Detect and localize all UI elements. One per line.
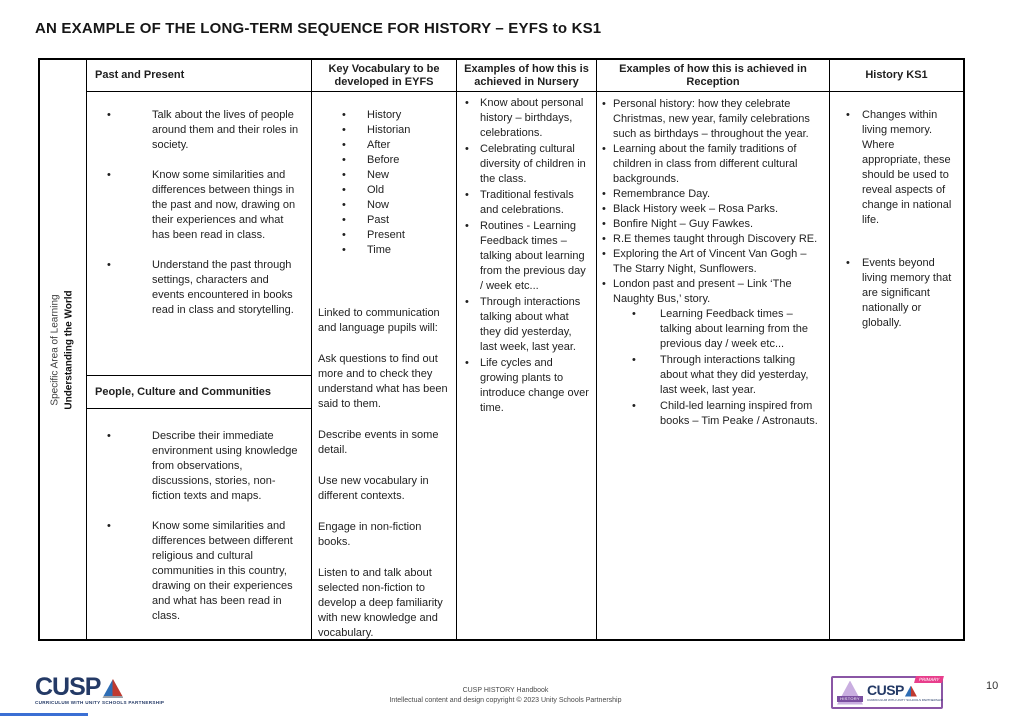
nursery-bullet: • Celebrating cultural diversity of children in the class. <box>461 142 591 187</box>
reception-bullet: • Remembrance Day. <box>602 187 823 202</box>
vocab-paragraph: Listen to and talk about selected non-fiction to develop a deep familiarity with new knowledge and vocabulary. <box>318 567 443 639</box>
badge-tagline: CURRICULUM WITH UNITY SCHOOLS PARTNERSHIP <box>867 697 943 702</box>
reception-sub-bullet: • Child-led learning inspired from books – Tim Peake / Astronauts. <box>602 399 823 429</box>
history-primary-badge <box>831 676 943 709</box>
badge-primary-ribbon: PRIMARY <box>914 676 944 683</box>
reception-bullet: • Exploring the Art of Vincent Van Gogh – The Starry Night, Sunflowers. <box>602 247 823 277</box>
vocab-word: • Now <box>318 198 448 213</box>
header-past-present: Past and Present <box>87 60 312 92</box>
vocab-paragraph: Ask questions to find out more and to check they understand what has been said to them. <box>318 353 448 410</box>
vocab-word: • Historian <box>318 123 448 138</box>
side-label-cell <box>40 60 87 639</box>
vocab-word: • Present <box>318 228 448 243</box>
past-present-content <box>87 92 311 375</box>
past-present-bullet: • Know some similarities and differences between things in the past and now, drawing on their experiences and what has been read in class. <box>95 168 301 243</box>
vocab-cell <box>312 92 457 639</box>
badge-triangle-icon <box>905 686 917 697</box>
vocab-word: • After <box>318 138 448 153</box>
side-label-world: Understanding the World <box>64 289 76 410</box>
past-present-cell <box>87 92 312 639</box>
pcc-subheader: People, Culture and Communities <box>87 375 311 409</box>
cusp-brand-text: CUSP <box>35 673 101 701</box>
nursery-bullet: • Routines - Learning Feedback times – talking about learning from the previous day / week etc... <box>461 219 591 294</box>
pcc-bullet: • Describe their immediate environment using knowledge from observations, discussions, stories, non-fiction texts and maps. <box>95 429 301 504</box>
pcc-content <box>87 409 311 639</box>
nursery-bullet: • Know about personal history – birthdays, celebrations. <box>461 96 591 141</box>
reception-bullet: • Learning about the family traditions of children in class from different cultural backgrounds. <box>602 142 823 187</box>
past-present-list <box>95 108 301 318</box>
pcc-list <box>95 429 301 624</box>
vocab-word: • Old <box>318 183 448 198</box>
reception-bullet: • London past and present – Link ‘The Naughty Bus,’ story. <box>602 277 823 307</box>
badge-subject-label: HISTORY <box>837 696 863 702</box>
past-present-bullet: • Understand the past through settings, characters and events encountered in books read in class and storytelling. <box>95 258 301 318</box>
vocab-word-list <box>318 108 448 258</box>
reception-bullet: • R.E themes taught through Discovery RE. <box>602 232 823 247</box>
nursery-bullet: • Through interactions talking about what they did yesterday, last week, last year. <box>461 295 591 355</box>
header-reception: Examples of how this is achieved in Reception <box>597 60 830 92</box>
nursery-list <box>461 96 591 416</box>
reception-cell <box>597 92 830 639</box>
reception-sub-bullet: • Through interactions talking about what they did yesterday, last week, last year. <box>602 353 823 398</box>
vocab-paragraphs <box>318 306 448 639</box>
nursery-cell <box>457 92 597 639</box>
reception-list <box>602 97 823 307</box>
vocab-word: • Time <box>318 243 448 258</box>
vocab-paragraph: Use new vocabulary in different contexts. <box>318 475 429 502</box>
reception-bullet: • Personal history: how they celebrate Christmas, new year, family celebrations such as birthdays – throughout the year. <box>602 97 823 142</box>
footer-handbook-line: CUSP HISTORY Handbook <box>462 687 549 694</box>
ks1-cell <box>830 92 963 639</box>
ks1-bullet: • Changes within living memory. Where appropriate, these should be used to reveal aspects of change in national life. <box>836 108 955 228</box>
past-present-bullet: • Talk about the lives of people around them and their roles in society. <box>95 108 301 153</box>
vocab-word: • Before <box>318 153 448 168</box>
side-label-area: Specific Area of Learning <box>50 293 62 406</box>
cusp-tagline: CURRICULUM WITH UNITY SCHOOLS PARTNERSHIP <box>35 700 165 705</box>
badge-history-triangle-icon <box>837 681 863 705</box>
vocab-word: • New <box>318 168 448 183</box>
header-ks1: History KS1 <box>830 60 963 92</box>
reception-sub-list <box>602 307 823 429</box>
reception-sub-bullet: • Learning Feedback times – talking about learning from the previous day / week etc... <box>602 307 823 352</box>
ks1-list <box>836 108 955 331</box>
badge-brand-text: CUSP <box>867 681 904 698</box>
long-term-sequence-table <box>38 58 965 641</box>
footer-copyright-line: Intellectual content and design copyright © 2023 Unity Schools Partnership <box>389 697 622 704</box>
vocab-paragraph: Describe events in some detail. <box>318 429 439 456</box>
vocab-paragraph: Engage in non-fiction books. <box>318 521 422 548</box>
pcc-bullet: • Know some similarities and differences between different religious and cultural communities in this country, drawing on their experiences and what has been read in class. <box>95 519 301 624</box>
vocab-word: • Past <box>318 213 448 228</box>
side-label <box>49 290 77 409</box>
header-nursery: Examples of how this is achieved in Nursery <box>457 60 597 92</box>
reception-bullet: • Bonfire Night – Guy Fawkes. <box>602 217 823 232</box>
nursery-bullet: • Life cycles and growing plants to introduce change over time. <box>461 356 591 416</box>
ks1-bullet: • Events beyond living memory that are significant nationally or globally. <box>836 256 955 331</box>
nursery-bullet: • Traditional festivals and celebrations. <box>461 188 591 218</box>
vocab-word: • History <box>318 108 448 123</box>
page-number: 10 <box>986 680 999 692</box>
page-title: AN EXAMPLE OF THE LONG-TERM SEQUENCE FOR HISTORY – EYFS to KS1 <box>35 20 602 37</box>
header-vocab: Key Vocabulary to be developed in EYFS <box>312 60 457 92</box>
vocab-paragraph: Linked to communication and language pupils will: <box>318 307 440 334</box>
reception-bullet: • Black History week – Rosa Parks. <box>602 202 823 217</box>
